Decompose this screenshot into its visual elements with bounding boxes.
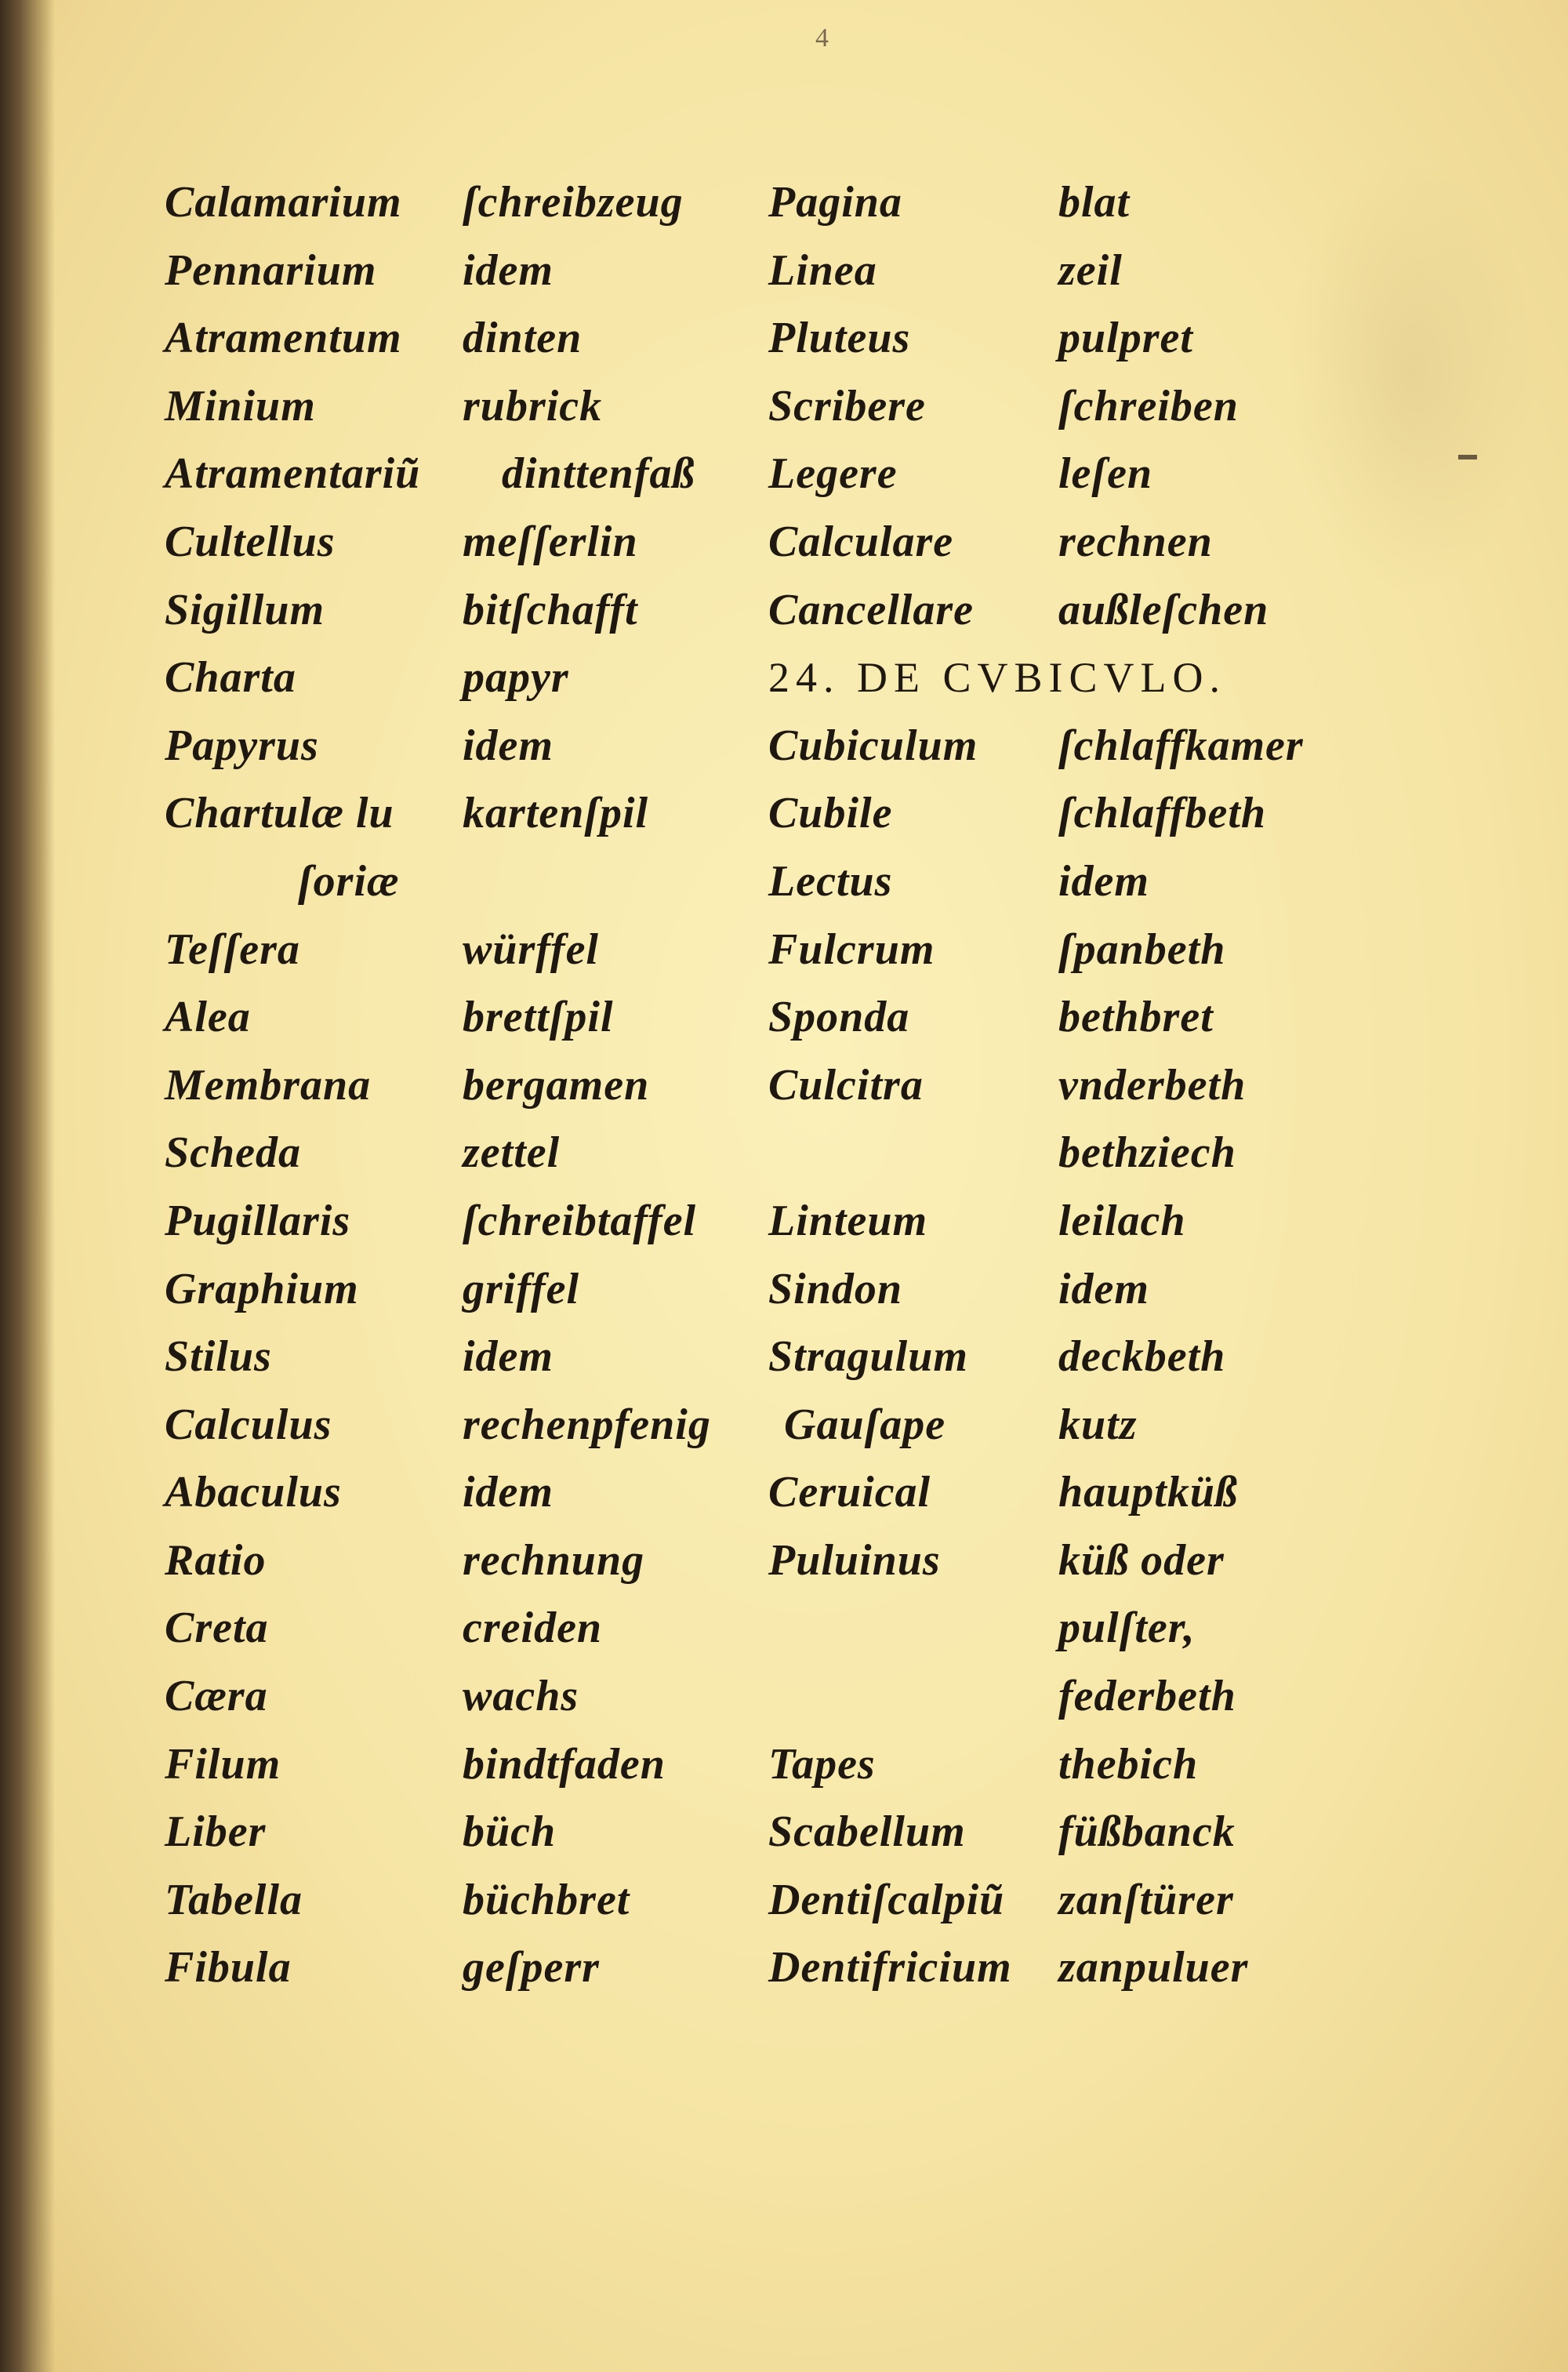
german-term: thebich (1058, 1739, 1199, 1789)
german-term: ſchlaffkamer (1058, 721, 1304, 770)
german-term: bethbret (1058, 993, 1214, 1042)
german-term: büchbret (463, 1875, 630, 1924)
german-term: vnderbeth (1058, 1060, 1247, 1110)
latin-term: Scabellum (768, 1807, 966, 1857)
latin-term: Stilus (165, 1332, 272, 1382)
german-term: außleſchen (1058, 585, 1269, 634)
list-row (165, 1119, 1388, 1187)
german-term: idem (463, 721, 554, 770)
german-term: rubrick (463, 381, 603, 430)
german-term: büch (463, 1807, 557, 1857)
latin-term: Dentifricium (768, 1943, 1012, 1992)
latin-term: Minium (165, 381, 316, 430)
latin-term: Pennarium (165, 245, 377, 295)
list-row (165, 1391, 1388, 1459)
list-row (165, 983, 1388, 1052)
latin-term: Abaculus (165, 1468, 342, 1517)
latin-term: Sigillum (165, 585, 325, 634)
german-term: creiden (463, 1604, 603, 1653)
german-term: leſen (1058, 449, 1153, 499)
german-term: zeil (1058, 245, 1123, 295)
vocabulary-list (165, 169, 1388, 2002)
latin-term: Cubile (768, 789, 893, 838)
latin-term: Linteum (768, 1196, 928, 1245)
german-term: küß oder (1058, 1535, 1225, 1585)
german-term: deckbeth (1058, 1332, 1226, 1382)
list-row (165, 712, 1388, 780)
german-term: hauptküß (1058, 1468, 1238, 1517)
list-row (165, 1187, 1388, 1255)
latin-term: Linea (768, 245, 877, 295)
german-term: bergamen (463, 1060, 650, 1110)
latin-term: Filum (165, 1739, 281, 1789)
list-row (165, 508, 1388, 576)
latin-term: Creta (165, 1604, 269, 1653)
german-term: ſpanbeth (1058, 924, 1226, 974)
german-term: würffel (463, 924, 599, 974)
latin-term: Liber (165, 1807, 267, 1857)
latin-term: Scheda (165, 1128, 301, 1178)
german-term: ſchlaffbeth (1058, 789, 1267, 838)
latin-term: Puluinus (768, 1535, 941, 1585)
list-row (165, 1662, 1388, 1731)
german-term: idem (1058, 1264, 1149, 1313)
german-term: idem (463, 1332, 554, 1382)
latin-term: Ratio (165, 1535, 267, 1585)
latin-term-continuation: ſoriæ (298, 856, 400, 906)
german-term: ſchreibtaffel (463, 1196, 697, 1245)
latin-term: Chartulæ lu (165, 789, 394, 838)
latin-term: Legere (768, 449, 898, 499)
latin-term: Fibula (165, 1943, 292, 1992)
list-row (165, 1798, 1388, 1866)
german-term: kartenſpil (463, 789, 649, 838)
latin-term: Dentiſcalpiũ (768, 1875, 1005, 1924)
page-mark: 4 (815, 24, 829, 53)
latin-term: Alea (165, 993, 251, 1042)
german-term: zanpuluer (1058, 1943, 1249, 1992)
latin-term: Calamarium (165, 178, 402, 227)
list-row (165, 1458, 1388, 1527)
latin-term: Gauſape (784, 1400, 946, 1449)
binding-gutter (0, 0, 55, 2372)
latin-term: Teſſera (165, 924, 300, 974)
german-term: meſſerlin (463, 517, 638, 566)
german-term: rechnen (1058, 517, 1213, 566)
list-row (165, 779, 1388, 848)
german-term: füßbanck (1058, 1807, 1236, 1857)
german-term: federbeth (1058, 1672, 1236, 1721)
german-term: pulſter, (1058, 1604, 1196, 1653)
latin-term: Graphium (165, 1264, 359, 1313)
german-term: idem (463, 245, 554, 295)
list-row (165, 1866, 1388, 1934)
german-term: ſchreibzeug (463, 178, 684, 227)
latin-term: Pluteus (768, 314, 911, 363)
latin-term: Atramentariũ (165, 449, 421, 499)
german-term: brettſpil (463, 993, 614, 1042)
german-term: ſchreiben (1058, 381, 1239, 430)
german-term: pulpret (1058, 314, 1193, 363)
latin-term: Membrana (165, 1060, 372, 1110)
latin-term: Tabella (165, 1875, 303, 1924)
german-term: dinttenfaß (502, 449, 695, 499)
latin-term: Pagina (768, 178, 902, 227)
list-row (165, 1052, 1388, 1120)
german-term: leilach (1058, 1196, 1186, 1245)
list-row (165, 1731, 1388, 1799)
german-term: idem (463, 1468, 554, 1517)
german-term: rechenpfenig (463, 1400, 711, 1449)
german-term: kutz (1058, 1400, 1138, 1449)
german-term: geſperr (463, 1943, 600, 1992)
german-term: wachs (463, 1672, 579, 1721)
latin-term: Cultellus (165, 517, 336, 566)
german-term: bitſchafft (463, 585, 638, 634)
latin-term: Lectus (768, 856, 893, 906)
latin-term: Cæra (165, 1672, 268, 1721)
list-row (165, 644, 1388, 712)
german-term: griffel (463, 1264, 580, 1313)
list-row (165, 848, 1388, 916)
german-term: papyr (463, 653, 569, 703)
latin-term: Culcitra (768, 1060, 924, 1110)
german-term: bethziech (1058, 1128, 1236, 1178)
list-row (165, 169, 1388, 237)
list-row (165, 1323, 1388, 1391)
latin-term: Charta (165, 653, 296, 703)
latin-term: Stragulum (768, 1332, 968, 1382)
latin-term: Papyrus (165, 721, 319, 770)
list-row (165, 372, 1388, 441)
list-row (165, 576, 1388, 645)
list-row (165, 916, 1388, 984)
list-row (165, 1594, 1388, 1662)
latin-term: Tapes (768, 1739, 876, 1789)
list-row (165, 1934, 1388, 2002)
german-term: blat (1058, 178, 1131, 227)
list-row (165, 440, 1388, 508)
margin-dash (1458, 455, 1477, 460)
latin-term: Atramentum (165, 314, 402, 363)
latin-term: Scribere (768, 381, 926, 430)
german-term: bindtfaden (463, 1739, 666, 1789)
latin-term: Cubiculum (768, 721, 978, 770)
latin-term: Sindon (768, 1264, 902, 1313)
latin-term: Ceruical (768, 1468, 931, 1517)
latin-term: Calculare (768, 517, 954, 566)
german-term: dinten (463, 314, 583, 363)
latin-term: Sponda (768, 993, 910, 1042)
list-row (165, 1527, 1388, 1595)
latin-term: Cancellare (768, 585, 974, 634)
latin-term: Calculus (165, 1400, 332, 1449)
latin-term: Pugillaris (165, 1196, 351, 1245)
list-row (165, 237, 1388, 305)
section-heading: 24. DE CVBICVLO. (768, 654, 1226, 702)
list-row (165, 304, 1388, 372)
list-row (165, 1255, 1388, 1324)
latin-term: Fulcrum (768, 924, 935, 974)
german-term: zettel (463, 1128, 561, 1178)
german-term: idem (1058, 856, 1149, 906)
german-term: rechnung (463, 1535, 645, 1585)
german-term: zanſtürer (1058, 1875, 1234, 1924)
